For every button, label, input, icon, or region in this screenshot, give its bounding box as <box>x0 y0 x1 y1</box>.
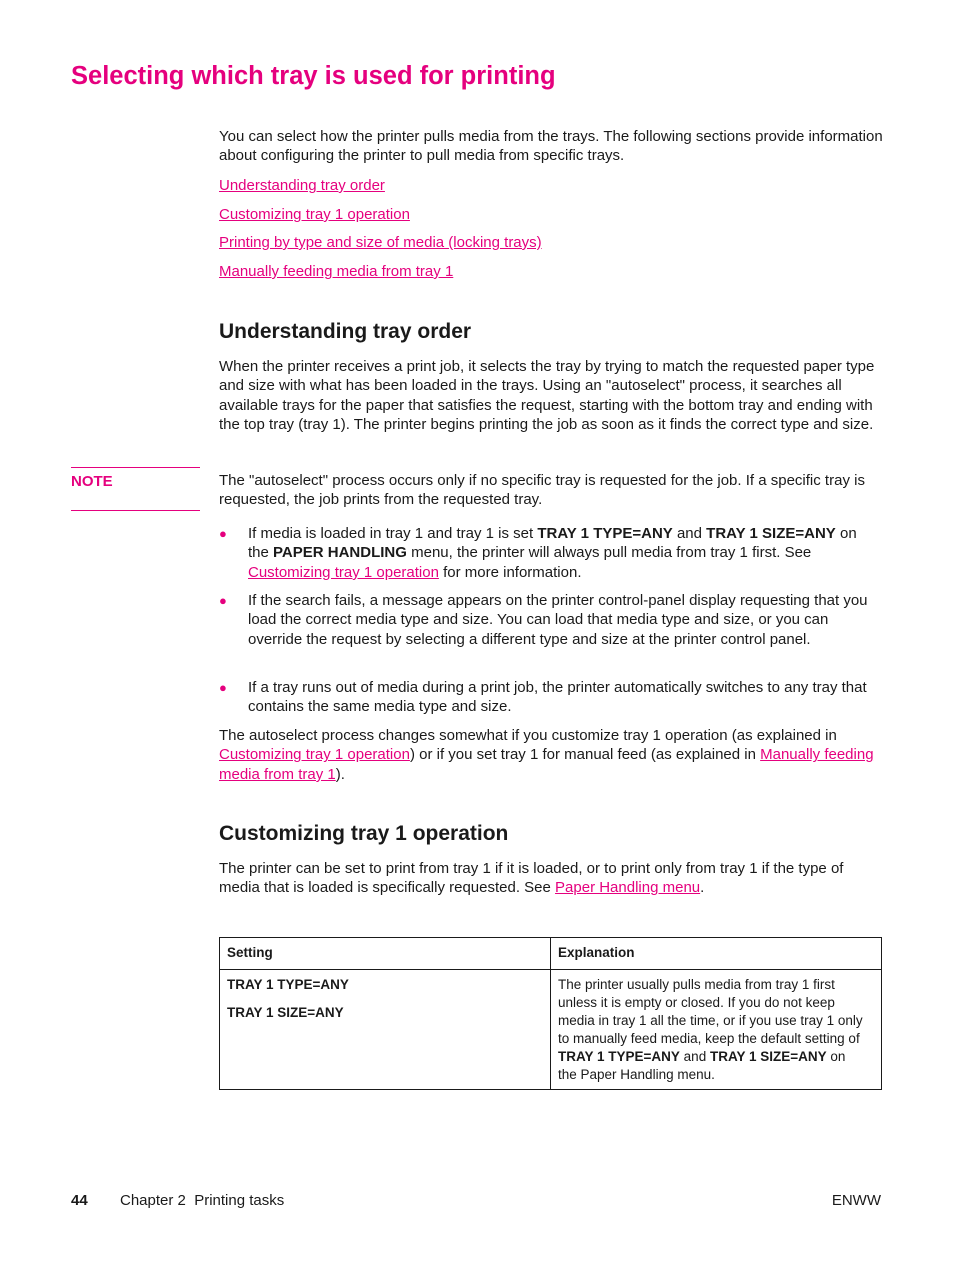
intro-paragraph: You can select how the printer pulls media from the trays. The following sections provide information about configuring the printer to pull media from specific trays. <box>219 128 883 165</box>
table-column-divider <box>550 938 551 1089</box>
section-heading-tray-order: Understanding tray order <box>219 320 472 343</box>
bullet-item: If a tray runs out of media during a print job, the printer automatically switches to any tray that contains the same media type and size. <box>248 679 867 716</box>
note-label: NOTE <box>71 473 113 490</box>
footer-right-label: ENWW <box>831 1192 881 1209</box>
bullet-icon: ● <box>219 593 227 608</box>
note-text: The "autoselect" process occurs only if no specific tray is requested for the job. If a specific tray is requested, the job prints from the requested tray. <box>219 472 865 509</box>
table-header-divider <box>220 969 881 970</box>
link-customizing-tray-1[interactable] <box>219 205 410 224</box>
footer-page-number: 44 <box>71 1192 88 1209</box>
bullet-item: If the search fails, a message appears on the printer control-panel display requesting that you load the correct media type and size. You can load that media type and size, or you can override the request by selecting a different type and size at the printer control panel. <box>248 592 868 648</box>
footer-chapter: Chapter 2 Printing tasks <box>120 1192 285 1209</box>
table-cell-setting-type: TRAY 1 TYPE=ANY <box>227 977 349 992</box>
settings-table <box>219 937 882 1090</box>
link-customizing-tray-1-inline[interactable]: Customizing tray 1 operation <box>248 563 439 581</box>
link-understanding-tray-order[interactable] <box>219 176 385 195</box>
bullet-icon: ● <box>219 680 227 695</box>
table-header-setting: Setting <box>227 945 273 960</box>
table-cell-explanation: The printer usually pulls media from tray 1 first unless it is empty or closed. If you do not keep media in tray 1 all the time, or if you use tray 1 only to manually feed media, keep the default setting of TRAY 1 TYPE=ANY and TRAY 1 SIZE=ANY on the Paper Handling menu. <box>558 977 863 1082</box>
note-top-rule <box>71 467 200 468</box>
section-heading-customizing: Customizing tray 1 operation <box>219 822 509 845</box>
link-text[interactable]: Manually feeding media from tray 1 <box>219 263 454 280</box>
link-paper-handling-menu[interactable]: Paper Handling menu <box>555 879 701 897</box>
tray-order-paragraph: When the printer receives a print job, it selects the tray by trying to match the requested paper type and size with what has been loaded in the trays. Using an "autoselect" process, it searches all available trays for the paper that satisfies the request, starting with the bottom tray and ending with the top tray (tray 1). The printer begins printing the job as soon as it finds the correct type and size. <box>219 358 875 434</box>
bullet-item: If media is loaded in tray 1 and tray 1 is set TRAY 1 TYPE=ANY and TRAY 1 SIZE=ANY on the PAPER HANDLING menu, the printer will always pull media from tray 1 first. See Customizing tray 1 operation for more information. <box>248 525 857 581</box>
link-text[interactable]: Understanding tray order <box>219 177 385 194</box>
bullet-icon: ● <box>219 526 227 541</box>
link-manually-feeding-inline[interactable]: Manually feeding media from tray 1 <box>219 746 874 783</box>
link-locking-trays[interactable] <box>219 233 542 252</box>
table-header-explanation: Explanation <box>558 945 635 960</box>
autoselect-paragraph: The autoselect process changes somewhat if you customize tray 1 operation (as explained in Customizing tray 1 operation) or if you set tray 1 for manual feed (as explained in Manually feeding media from tray 1). <box>219 727 874 783</box>
customizing-paragraph: The printer can be set to print from tray 1 if it is loaded, or to print only from tray 1 if the type of media that is loaded is specifically requested. See Paper Handling menu. <box>219 860 844 897</box>
link-customizing-tray-1-inline[interactable]: Customizing tray 1 operation <box>219 746 410 764</box>
table-cell-setting-size: TRAY 1 SIZE=ANY <box>227 1005 344 1020</box>
link-text[interactable]: Customizing tray 1 operation <box>219 206 410 223</box>
page-title: Selecting which tray is used for printing <box>71 62 556 90</box>
note-bottom-rule <box>71 510 200 511</box>
link-manually-feeding[interactable] <box>219 262 453 281</box>
link-text[interactable]: Printing by type and size of media (locking trays) <box>219 234 542 251</box>
